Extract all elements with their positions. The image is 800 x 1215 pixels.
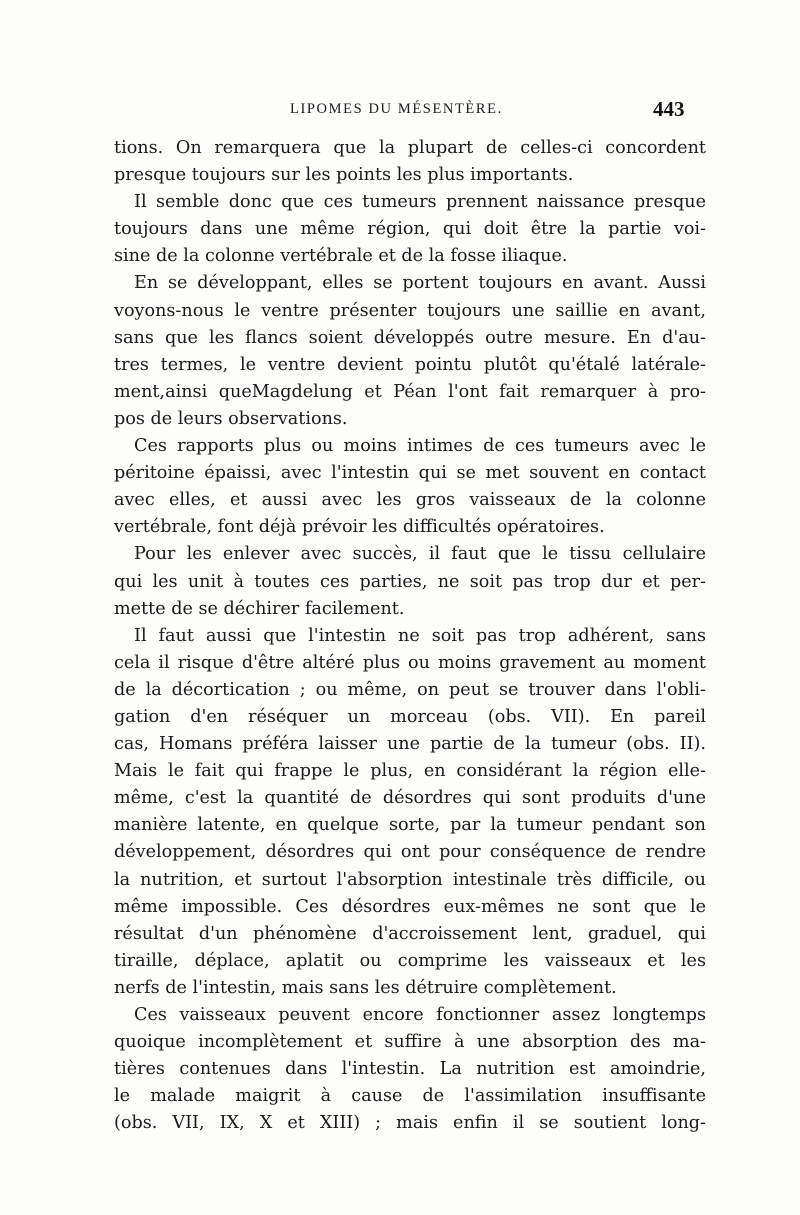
text-line: Ces vaisseaux peuvent encore fonctionner assez longtemps [134,1005,706,1025]
text-line: voyons-nous le ventre présenter toujours une saillie en avant, [114,300,706,321]
text-line: toujours dans une même région, qui doit être la partie voi- [114,219,706,240]
text-line: presque toujours sur les points les plus importants. [114,165,574,186]
text-line: péritoine épaissi, avec l'intestin qui se met souvent en contact [114,463,706,484]
text-line: ment,ainsi queMagdelung et Péan l'ont fait remarquer à pro- [114,381,706,402]
text-line: tiraille, déplace, aplatit ou comprime les vaisseaux et les [114,950,706,971]
text-line: la nutrition, et surtout l'absorption intestinale très difficile, ou [114,869,706,890]
text-line: tions. On remarquera que la plupart de celles-ci concordent [114,138,706,158]
text-line: Il faut aussi que l'intestin ne soit pas trop adhérent, sans [134,625,706,646]
text-line: manière latente, en quelque sorte, par la tumeur pendant son [114,815,706,836]
text-line: avec elles, et aussi avec les gros vaisseaux de la colonne [114,490,706,511]
text-line: même, c'est la quantité de désordres qui sont produits d'une [114,788,706,809]
text-line: nerfs de l'intestin, mais sans les détruire complètement. [114,977,617,998]
text-line: résultat d'un phénomène d'accroissement lent, graduel, qui [114,923,706,944]
body-text [114,135,706,1137]
text-line: mette de se déchirer facilement. [114,598,405,619]
text-line: (obs. VII, IX, X et XIII) ; mais enfin il se soutient long- [114,1113,706,1134]
text-line: qui les unit à toutes ces parties, ne soit pas trop dur et per- [114,571,706,592]
text-line: gation d'en réséquer un morceau (obs. VII). En pareil [114,706,706,727]
text-line: Ces rapports plus ou moins intimes de ces tumeurs avec le [134,436,706,457]
text-line: cela il risque d'être altéré plus ou moins gravement au moment [114,652,706,673]
text-line: le malade maigrit à cause de l'assimilation insuffisante [114,1086,706,1107]
text-line: quoique incomplètement et suffire à une absorption des ma- [114,1032,706,1053]
text-line: de la décortication ; ou même, on peut se trouver dans l'obli- [114,679,706,700]
text-line: tres termes, le ventre devient pointu plutôt qu'étalé latérale- [114,354,706,375]
text-line: développement, désordres qui ont pour conséquence de rendre [114,842,706,863]
page-number: 443 [653,97,685,121]
text-line: Pour les enlever avec succès, il faut que le tissu cellulaire [134,544,706,565]
text-line: même impossible. Ces désordres eux-mêmes ne sont que le [114,896,706,917]
text-line: sine de la colonne vertébrale et de la fosse iliaque. [114,246,568,267]
text-line: cas, Homans préféra laisser une partie de la tumeur (obs. II). [114,734,706,755]
running-head [0,97,800,131]
running-title: LIPOMES DU MÉSENTÈRE. [290,101,503,117]
text-line: tières contenues dans l'intestin. La nutrition est amoindrie, [114,1059,706,1080]
text-line: En se développant, elles se portent toujours en avant. Aussi [134,273,706,294]
text-line: vertébrale, font déjà prévoir les difficultés opératoires. [114,517,605,538]
text-line: Il semble donc que ces tumeurs prennent naissance presque [134,192,706,213]
text-line: Mais le fait qui frappe le plus, en considérant la région elle- [114,761,706,782]
text-line: pos de leurs observations. [114,408,348,429]
text-line: sans que les flancs soient développés outre mesure. En d'au- [114,327,706,348]
